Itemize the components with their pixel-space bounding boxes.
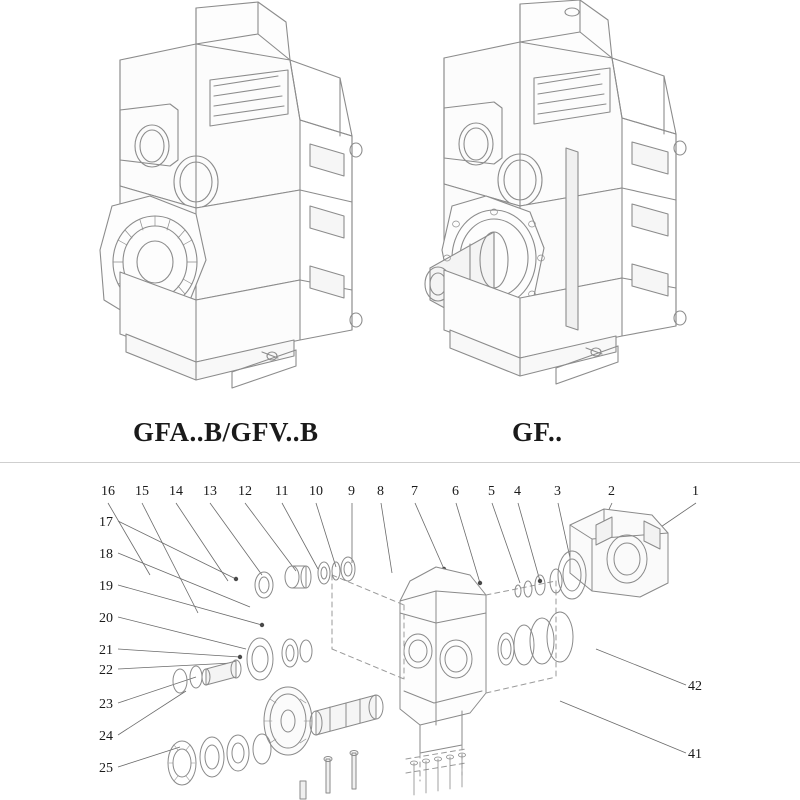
caption-right-model: GF.. [512,417,563,447]
callout-42: 42 [688,679,702,694]
callout-12: 12 [238,484,252,499]
callout-22: 22 [99,663,113,678]
callout-1: 1 [692,484,699,499]
callout-17: 17 [99,515,113,530]
callout-20: 20 [99,611,113,626]
callout-10: 10 [309,484,323,499]
callout-11: 11 [275,484,289,499]
callout-23: 23 [99,697,113,712]
callout-9: 9 [348,484,355,499]
callout-19: 19 [99,579,113,594]
callout-3: 3 [554,484,561,499]
callout-2: 2 [608,484,615,499]
callout-7: 7 [411,484,418,499]
callout-24: 24 [99,729,113,744]
right-gearbox-drawing [425,0,686,384]
callout-14: 14 [169,484,183,499]
caption-left-model: GFA..B/GFV..B [133,417,319,447]
callout-4: 4 [514,484,521,499]
callout-6: 6 [452,484,459,499]
callout-18: 18 [99,547,113,562]
callout-16: 16 [101,484,115,499]
callout-25: 25 [99,761,113,776]
callout-8: 8 [377,484,384,499]
exploded-parts-view [0,463,800,800]
callout-5: 5 [488,484,495,499]
callout-21: 21 [99,643,113,658]
callout-13: 13 [203,484,217,499]
left-gearbox-drawing [100,2,362,388]
exploded-view-svg [0,463,800,800]
callout-15: 15 [135,484,149,499]
callout-41: 41 [688,747,702,762]
